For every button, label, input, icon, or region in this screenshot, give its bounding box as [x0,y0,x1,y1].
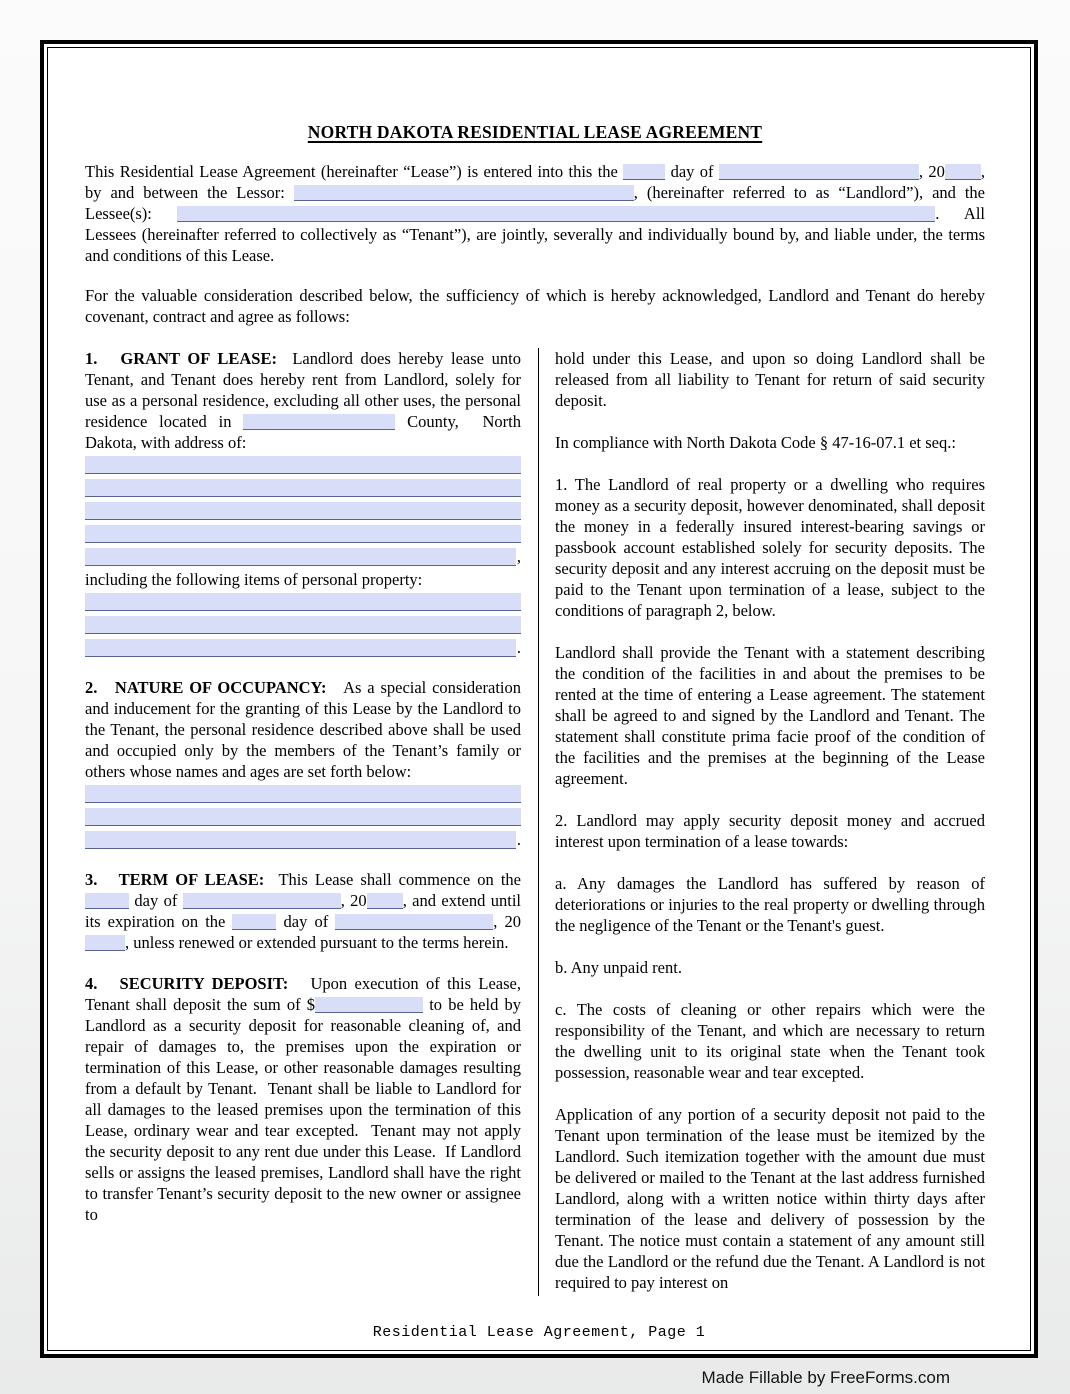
page-content [48,48,1030,1350]
property-fill-lines [85,593,521,657]
section-1-grant-of-lease: 1. GRANT OF LEASE: Landlord does hereby lease unto Tenant, and Tenant does hereby rent from Landlord, solely for use as a personal residence, excluding all other uses, the personal residence located in County, North Dakota, with address of: [85,349,521,452]
paragraph: b. Any unpaid rent. [555,958,682,977]
section-heading: 4. SECURITY DEPOSIT: [85,974,289,993]
fill-field[interactable] [232,914,276,930]
paragraph: hold under this Lease, and upon so doing Landlord shall be released from all liability to Tenant for return of said security deposit. [555,349,985,410]
fill-field[interactable] [177,206,935,222]
section-4-security-deposit: 4. SECURITY DEPOSIT: Upon execution of this Lease, Tenant shall deposit the sum of $ to be held by Landlord as a security deposit for reasonable cleaning of, and repair of damages to, the premises upon the expiration or termination of this Lease, or other reasonable damages resulting from a default by Tenant. Tenant shall be liable to Landlord for all damages to the leased premises upon the termination of this Lease, ordinary wear and tear excepted. Tenant may not apply the security deposit to any rent due under this Lease. If Landlord sells or assigns the leased premises, Landlord shall have the right to transfer Tenant’s security deposit to the new owner or assignee to [85,974,521,1224]
punctuation: . [516,638,521,657]
consideration-paragraph: For the valuable consideration described below, the sufficiency of which is hereby acknowledged, Landlord and Tenant do hereby covenant, contract and agree as follows: [85,286,985,326]
fill-field[interactable] [315,997,423,1013]
fill-field-line[interactable] [85,593,521,611]
intro-paragraph: This Residential Lease Agreement (hereinafter “Lease”) is entered into this the day of , 20 , by and between the Lessor: , (hereinafter referred to as “Landlord”), and the Lessee(s): . All Lessees (hereinafter referred to collectively as “Tenant”), are jointly, severally and individually bound by, and liable under, the terms and conditions of this Lease. [85,162,986,265]
fill-line-row [85,456,521,474]
paragraph: c. The costs of cleaning or other repairs which were the responsibility of the Tenant, and which are necessary to return the dwelling unit to its original state when the Tenant took possession, reasonable wear and tear excepted. [555,1000,985,1082]
section-heading: 3. TERM OF LEASE: [85,870,265,889]
fill-line-row [85,479,521,497]
section-heading: 2. NATURE OF OCCUPANCY: [85,678,327,697]
fill-line-row [85,831,521,849]
fill-field-line[interactable] [85,548,516,566]
address-fill-lines [85,456,521,566]
left-column [85,348,521,1296]
fill-line-row [85,525,521,543]
fill-field[interactable] [945,164,981,180]
fill-field[interactable] [183,893,341,909]
fill-field-line[interactable] [85,639,516,657]
column-divider [538,348,539,1296]
paragraph: 2. Landlord may apply security deposit money and accrued interest upon termination of a lease towards: [555,811,985,851]
fill-field-line[interactable] [85,808,521,826]
fill-field[interactable] [367,893,403,909]
fill-field[interactable] [85,935,125,951]
paragraph: Landlord shall provide the Tenant with a statement describing the condition of the facilities in and about the premises to be rented at the time of entering a Lease agreement. The statement shall be agreed to and signed by the Landlord and Tenant. The statement shall constitute prima facie proof of the condition of the facilities and the premises at the beginning of the Lease agreement. [555,643,985,788]
fill-line-row [85,593,521,611]
personal-property-lead: including the following items of personal property: [85,570,423,589]
occupants-fill-lines [85,785,521,849]
paragraph: a. Any damages the Landlord has suffered by reason of deteriorations or injuries to the real property or dwelling through the negligence of the Tenant or the Tenant's guest. [555,874,985,935]
fill-field-line[interactable] [85,525,521,543]
fill-field[interactable] [294,185,634,201]
fill-field[interactable] [85,893,129,909]
fill-line-row [85,502,521,520]
punctuation: . [516,830,521,849]
section-2-nature-of-occupancy: 2. NATURE OF OCCUPANCY: As a special consideration and inducement for the granting of this Lease by the Landlord to the Tenant, the personal residence described above shall be used and occupied only by the members of the Tenant’s family or others whose names and ages are set forth below: [85,678,521,781]
two-column-body [85,348,985,1296]
page-footer: Residential Lease Agreement, Page 1 [372,1324,706,1341]
attribution-text: Made Fillable by FreeForms.com [701,1368,950,1387]
page-title: NORTH DAKOTA RESIDENTIAL LEASE AGREEMENT [307,122,763,142]
fill-field[interactable] [719,164,919,180]
paragraph: 1. The Landlord of real property or a dwelling who requires money as a security deposit, however denominated, shall deposit the money in a federally insured interest-bearing savings or passbook account established solely for security deposits. The security deposit and any interest accruing on the deposit must be paid to the Tenant upon termination of a lease, subject to the conditions of paragraph 2, below. [555,475,985,620]
paragraph: In compliance with North Dakota Code § 47-16-07.1 et seq.: [555,433,956,452]
section-3-term-of-lease: 3. TERM OF LEASE: This Lease shall commence on the day of , 20 , and extend until its expiration on the day of , 20, unless renewed or extended pursuant to the terms herein. [85,870,521,952]
section-heading: 1. GRANT OF LEASE: [85,349,277,368]
punctuation: , [516,547,521,566]
fill-field-line[interactable] [85,616,521,634]
document-page [40,40,1038,1358]
fill-field-line[interactable] [85,456,521,474]
page-inner-border [47,47,1031,1351]
fill-field-line[interactable] [85,502,521,520]
fill-field-line[interactable] [85,785,521,803]
fill-field[interactable] [243,414,395,430]
fill-line-row [85,548,521,566]
fill-field-line[interactable] [85,831,516,849]
fill-line-row [85,808,521,826]
fill-line-row [85,785,521,803]
paragraph: Application of any portion of a security deposit not paid to the Tenant upon termination of the lease must be itemized by the Landlord. Such itemization together with the amount due must be delivered or mailed to the Tenant at the last address furnished Landlord, along with a written notice within thirty days after termination of the lease and delivery of possession by the Tenant. The notice must contain a statement of any amount still due the Landlord or the refund due the Tenant. A Landlord is not required to pay interest on [555,1105,985,1292]
fill-line-row [85,616,521,634]
fill-line-row [85,639,521,657]
fill-field[interactable] [335,914,493,930]
fill-field[interactable] [623,164,665,180]
fill-field-line[interactable] [85,479,521,497]
right-column [555,348,985,1296]
